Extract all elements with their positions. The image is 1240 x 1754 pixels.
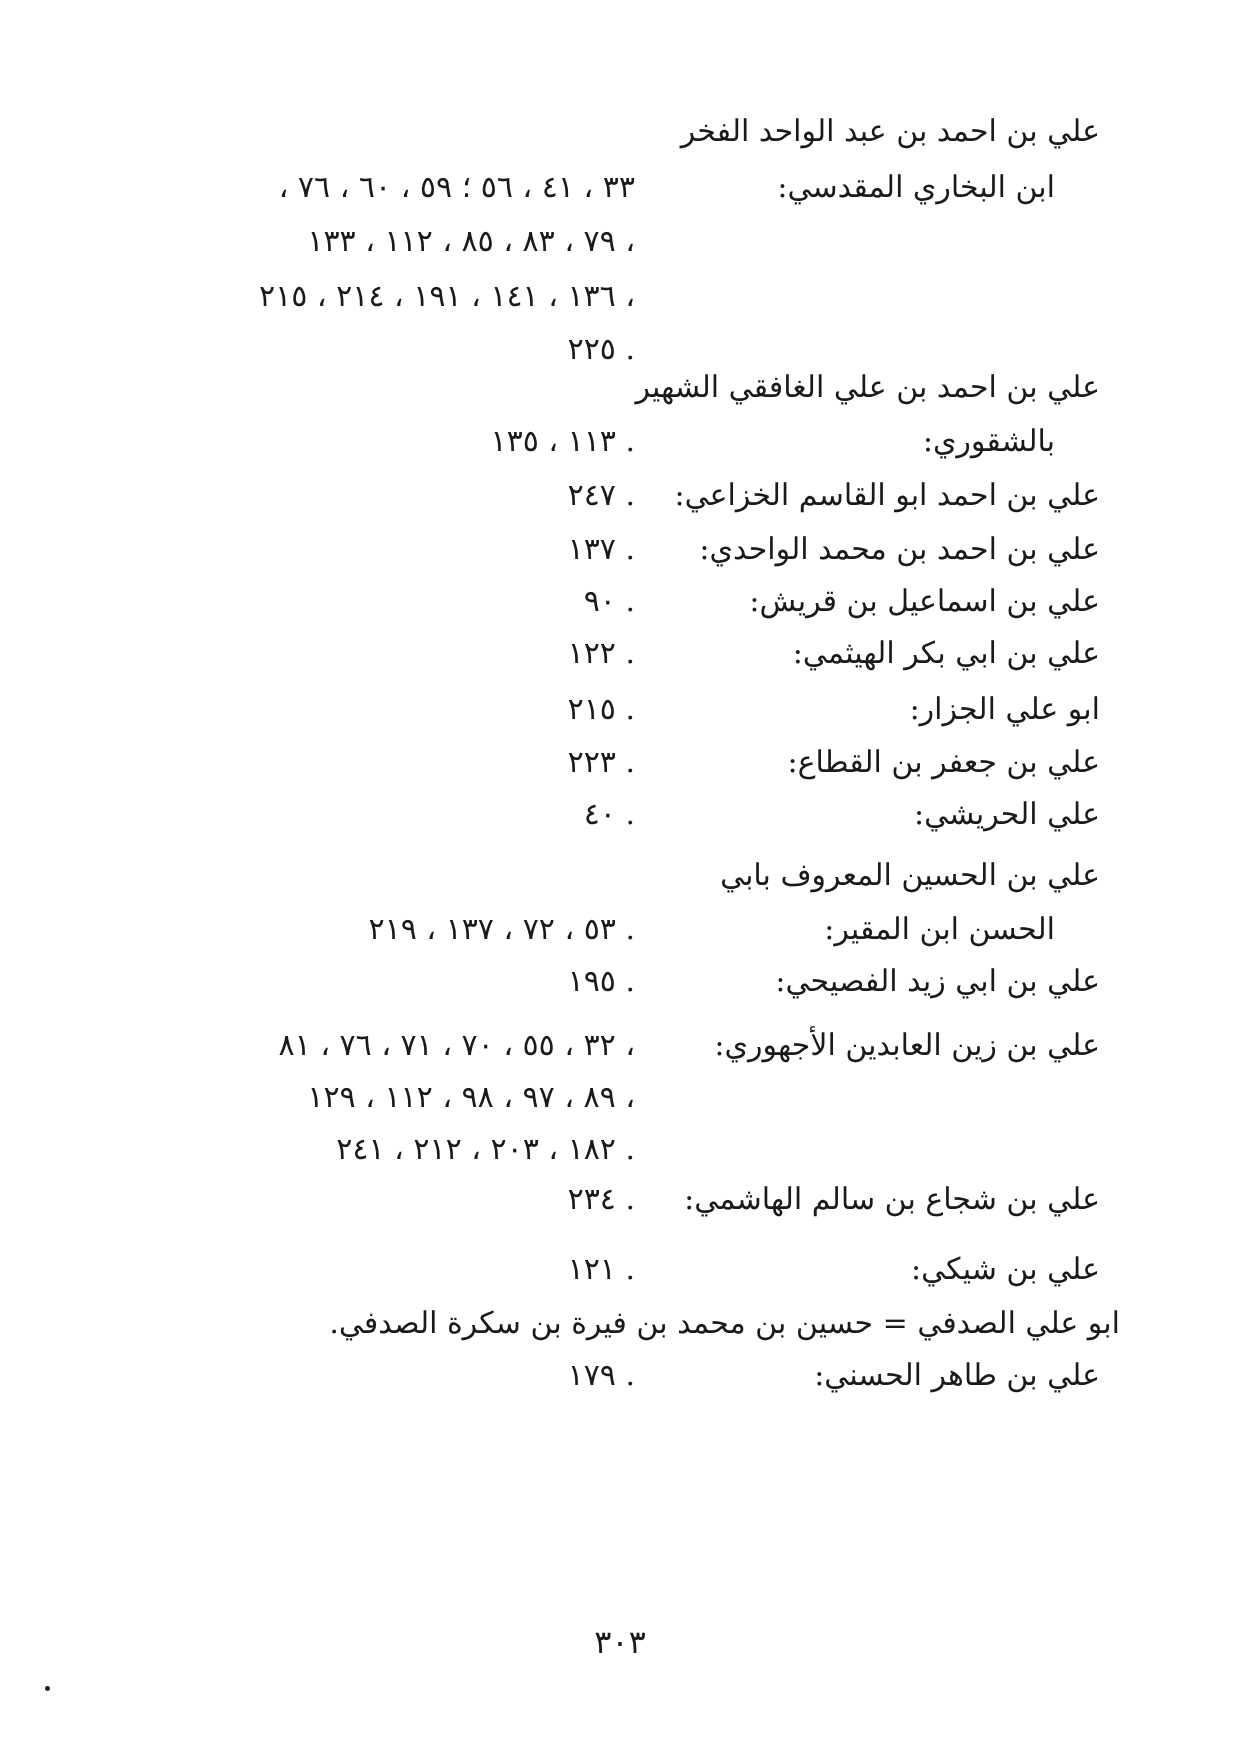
entry-name: علي بن احمد ابو القاسم الخزاعي: — [674, 478, 1100, 513]
entry-refs: ٢٢٥ . — [567, 332, 635, 367]
scan-speck — [45, 1686, 50, 1691]
entry-name: علي بن طاهر الحسني: — [814, 1358, 1100, 1393]
entry-name: علي بن شيكي: — [911, 1252, 1100, 1287]
entry-refs: ٢٤٧ . — [567, 478, 635, 513]
entry-refs: ٢١٥ . — [567, 692, 635, 727]
entry-name: علي بن اسماعيل بن قريش: — [749, 584, 1100, 619]
entry-refs: ١٢٢ . — [567, 636, 635, 671]
entry-name: علي بن ابي زيد الفصيحي: — [775, 964, 1100, 999]
entry-refs: ٥٣ ، ٧٢ ، ١٣٧ ، ٢١٩ . — [368, 912, 635, 947]
entry-refs: ٩٠ . — [583, 584, 635, 619]
entry-refs: ٢٢٣ . — [567, 745, 635, 780]
entry-name-line: علي بن احمد بن عبد الواحد الفخر — [680, 114, 1100, 149]
entry-name-line: ابن البخاري المقدسي: — [777, 170, 1055, 205]
entry-refs: ١٢١ . — [567, 1252, 635, 1287]
entry-name-line: علي بن الحسين المعروف بابي — [720, 858, 1100, 893]
entry-name: ابو علي الجزار: — [909, 692, 1100, 727]
entry-name: علي بن احمد بن محمد الواحدي: — [699, 532, 1100, 567]
entry-name-line: الحسن ابن المقير: — [824, 912, 1055, 947]
entry-refs: ١٩٥ . — [567, 964, 635, 999]
entry-refs: ٣٢ ، ٥٥ ، ٧٠ ، ٧١ ، ٧٦ ، ٨١ ، — [278, 1028, 635, 1063]
entry-name: علي بن زين العابدين الأجهوري: — [714, 1028, 1100, 1063]
entry-refs: ١٣٦ ، ١٤١ ، ١٩١ ، ٢١٤ ، ٢١٥ ، — [259, 279, 635, 314]
entry-refs: ١١٣ ، ١٣٥ . — [490, 424, 635, 459]
entry-refs: ٤٠ . — [583, 797, 635, 832]
entry-refs: ١٣٧ . — [567, 532, 635, 567]
entry-refs: ٣٣ ، ٤١ ، ٥٦ ؛ ٥٩ ، ٦٠ ، ٧٦ ، — [278, 170, 635, 205]
entry-name-line: علي بن احمد بن علي الغافقي الشهير — [635, 370, 1100, 405]
page-number: ٣٠٣ — [594, 1623, 646, 1661]
entry-refs: ٨٩ ، ٩٧ ، ٩٨ ، ١١٢ ، ١٢٩ ، — [307, 1080, 635, 1115]
entry-name: علي بن جعفر بن القطاع: — [787, 745, 1100, 780]
entry-name-line: بالشقوري: — [922, 424, 1055, 459]
entry-refs: ١٨٢ ، ٢٠٣ ، ٢١٢ ، ٢٤١ . — [336, 1132, 635, 1167]
entry-name: علي بن ابي بكر الهيثمي: — [792, 636, 1100, 671]
entry-name: علي الحريشي: — [914, 797, 1100, 832]
entry-refs: ٧٩ ، ٨٣ ، ٨٥ ، ١١٢ ، ١٣٣ ، — [307, 224, 635, 259]
entry-refs: ١٧٩ . — [567, 1358, 635, 1393]
entry-refs: ٢٣٤ . — [567, 1182, 635, 1217]
entry-name: علي بن شجاع بن سالم الهاشمي: — [684, 1182, 1100, 1217]
cross-reference-entry: ابو علي الصدفي = حسين بن محمد بن فيرة بن سكرة الصدفي. — [329, 1306, 1120, 1341]
